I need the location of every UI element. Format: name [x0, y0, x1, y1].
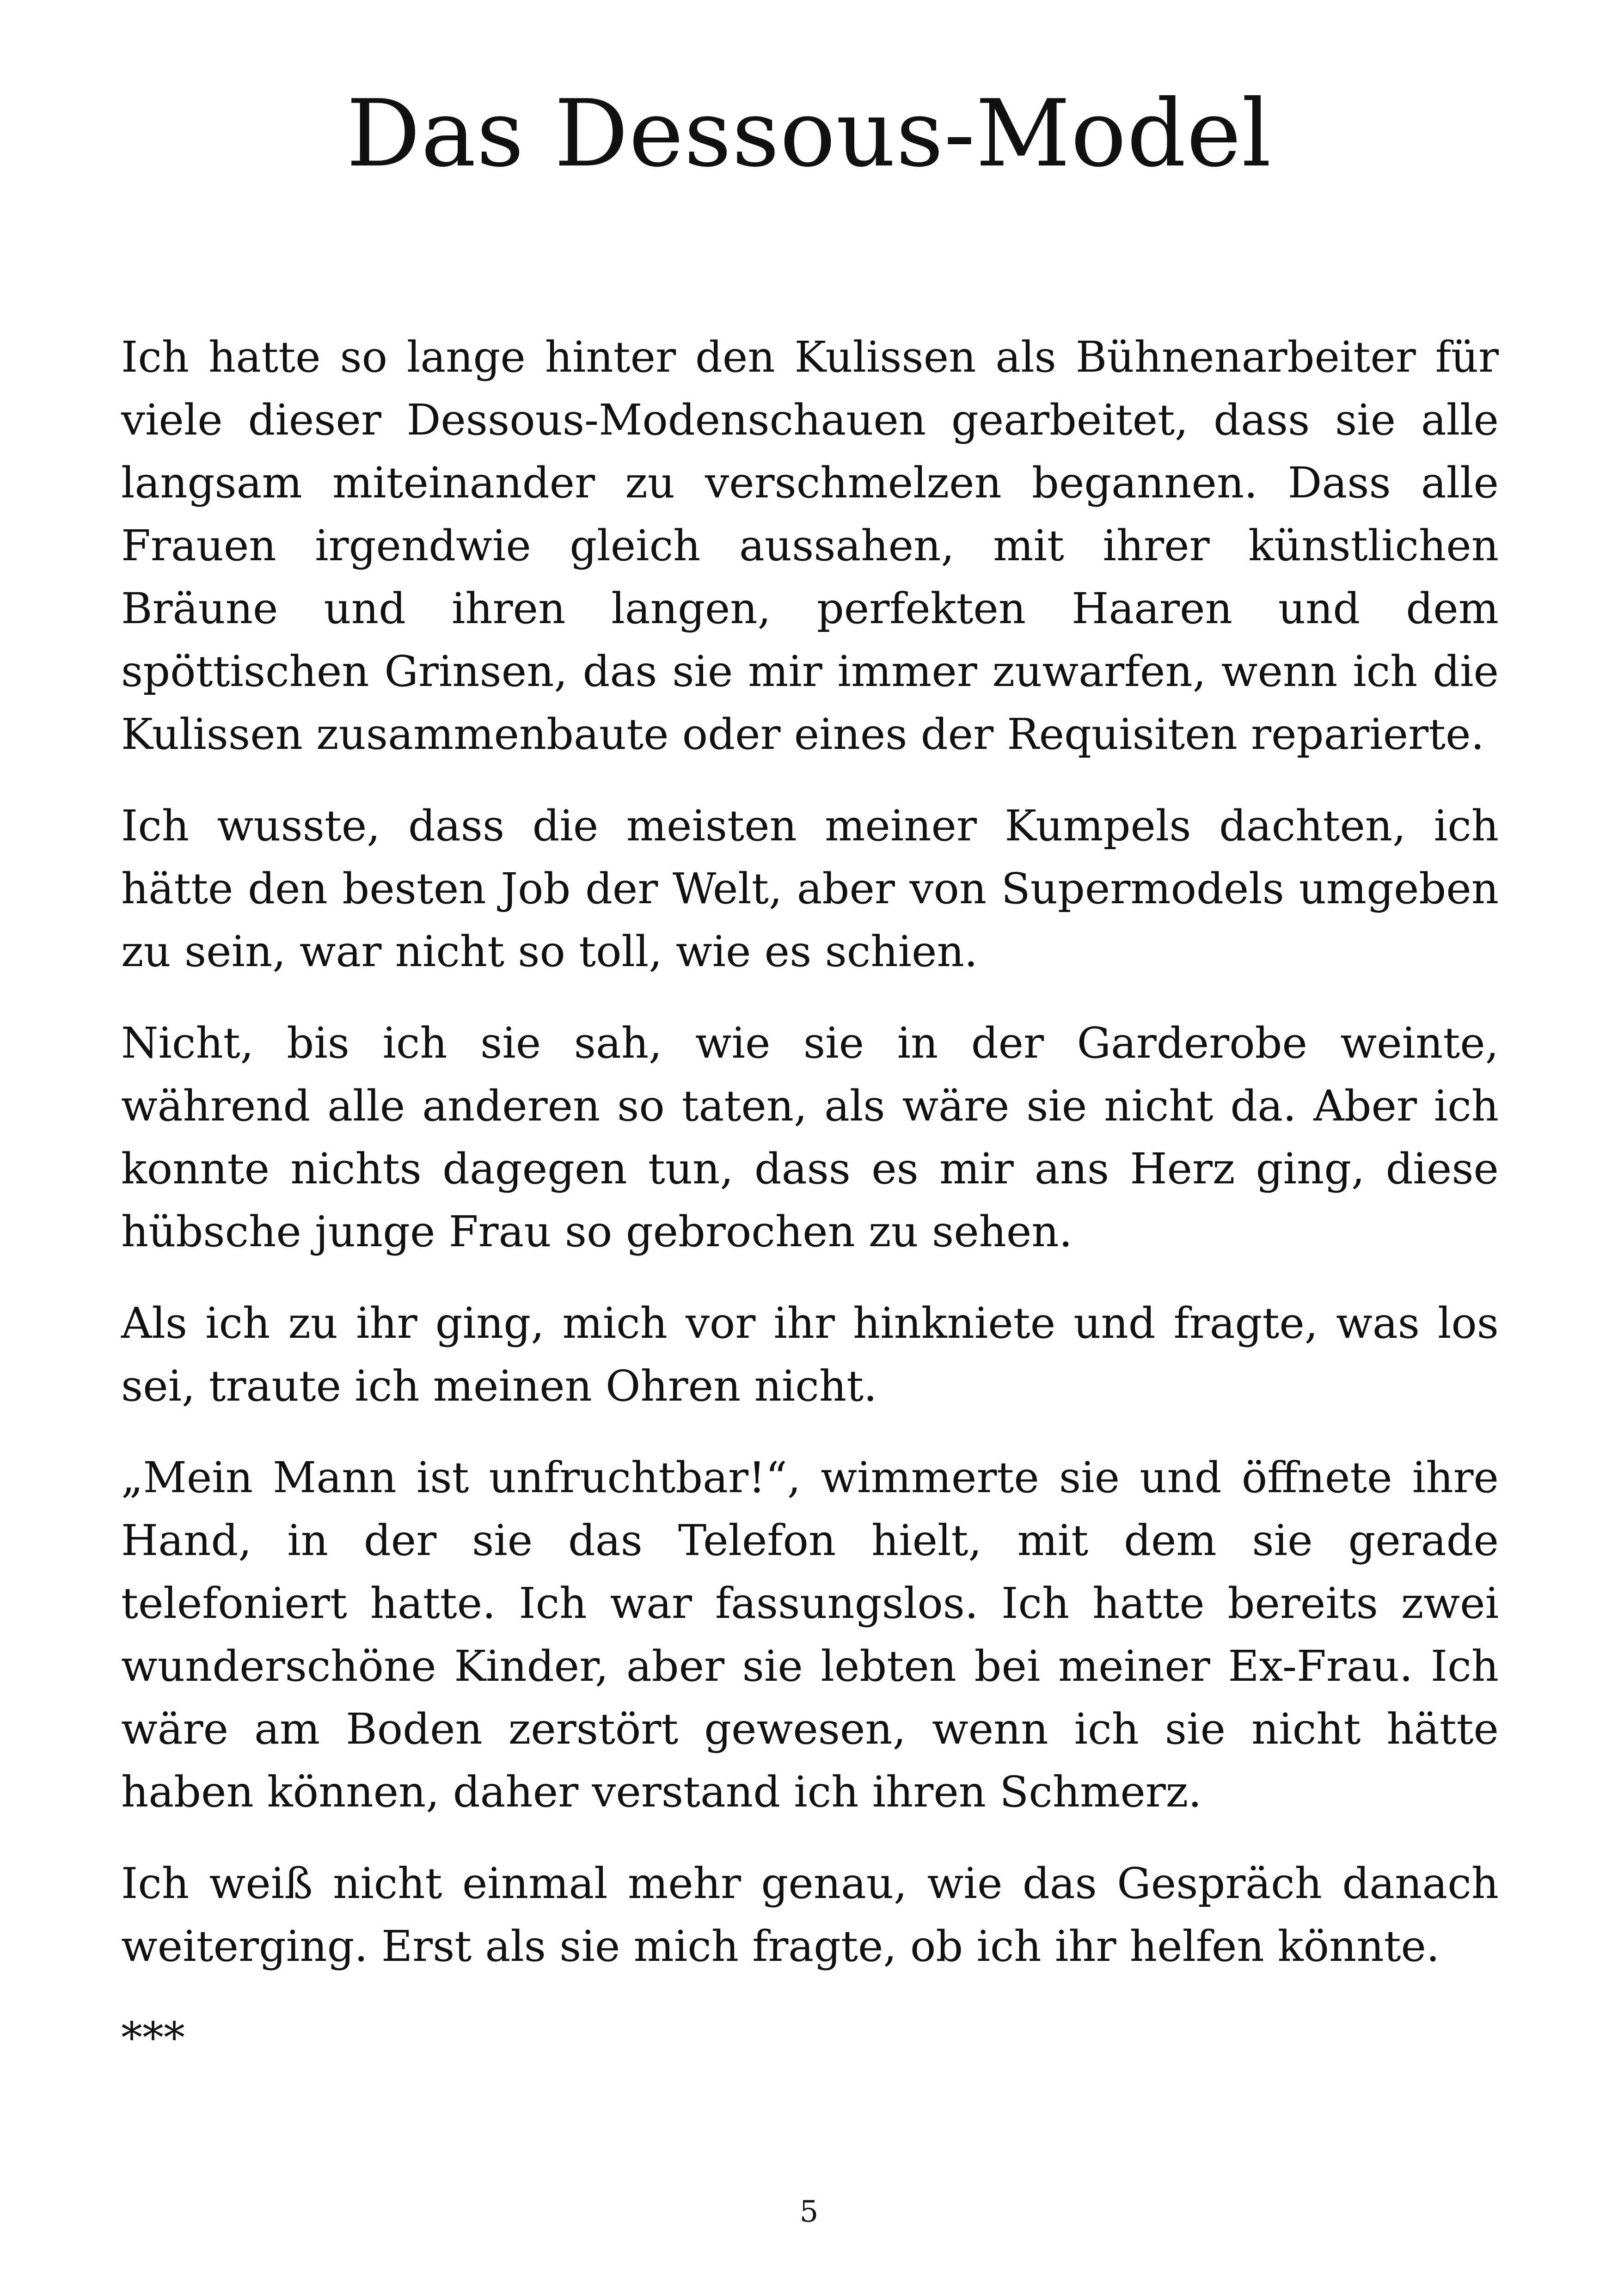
- chapter-body: [121, 326, 1499, 2069]
- paragraph: „Mein Mann ist unfruchtbar!“, wimmerte sie und öffnete ihre Hand, in der sie das Telefon hielt, mit dem sie gerade telefoniert hatte. Ich war fassungslos. Ich hatte bereits zwei wunderschöne Kinder, aber sie lebten bei meiner Ex-Frau. Ich wäre am Boden zerstört gewesen, wenn ich sie nicht hätte haben können, daher verstand ich ihren Schmerz.: [121, 1453, 1499, 1817]
- chapter-title: Das Dessous-Model: [346, 80, 1272, 188]
- paragraph: Ich wusste, dass die meisten meiner Kumpels dachten, ich hätte den besten Job der Welt, aber von Supermodels umgeben zu sein, war nicht so toll, wie es schien.: [121, 801, 1499, 976]
- paragraph: Ich weiß nicht einmal mehr genau, wie das Gespräch danach weiterging. Erst als sie mich fragte, ob ich ihr helfen könnte.: [121, 1859, 1499, 1971]
- paragraph: Nicht, bis ich sie sah, wie sie in der Garderobe weinte, während alle anderen so taten, als wäre sie nicht da. Aber ich konnte nichts dagegen tun, dass es mir ans Herz ging, diese hübsche junge Frau so gebrochen zu sehen.: [121, 1018, 1499, 1256]
- paragraph: Ich hatte so lange hinter den Kulissen als Bühnenarbeiter für viele dieser Dessous-Modenschauen gearbeitet, dass sie alle langsam miteinander zu verschmelzen begannen. Dass alle Frauen irgendwie gleich aussahen, mit ihrer künstlichen Bräune und ihren langen, perfekten Haaren und dem spöttischen Grinsen, das sie mir immer zuwarfen, wenn ich die Kulissen zusammenbaute oder eines der Requisiten reparierte.: [121, 332, 1499, 759]
- paragraph: Als ich zu ihr ging, mich vor ihr hinkniete und fragte, was los sei, traute ich meinen Ohren nicht.: [121, 1298, 1499, 1411]
- section-separator: ***: [121, 2013, 185, 2063]
- page-number: 5: [799, 2195, 819, 2229]
